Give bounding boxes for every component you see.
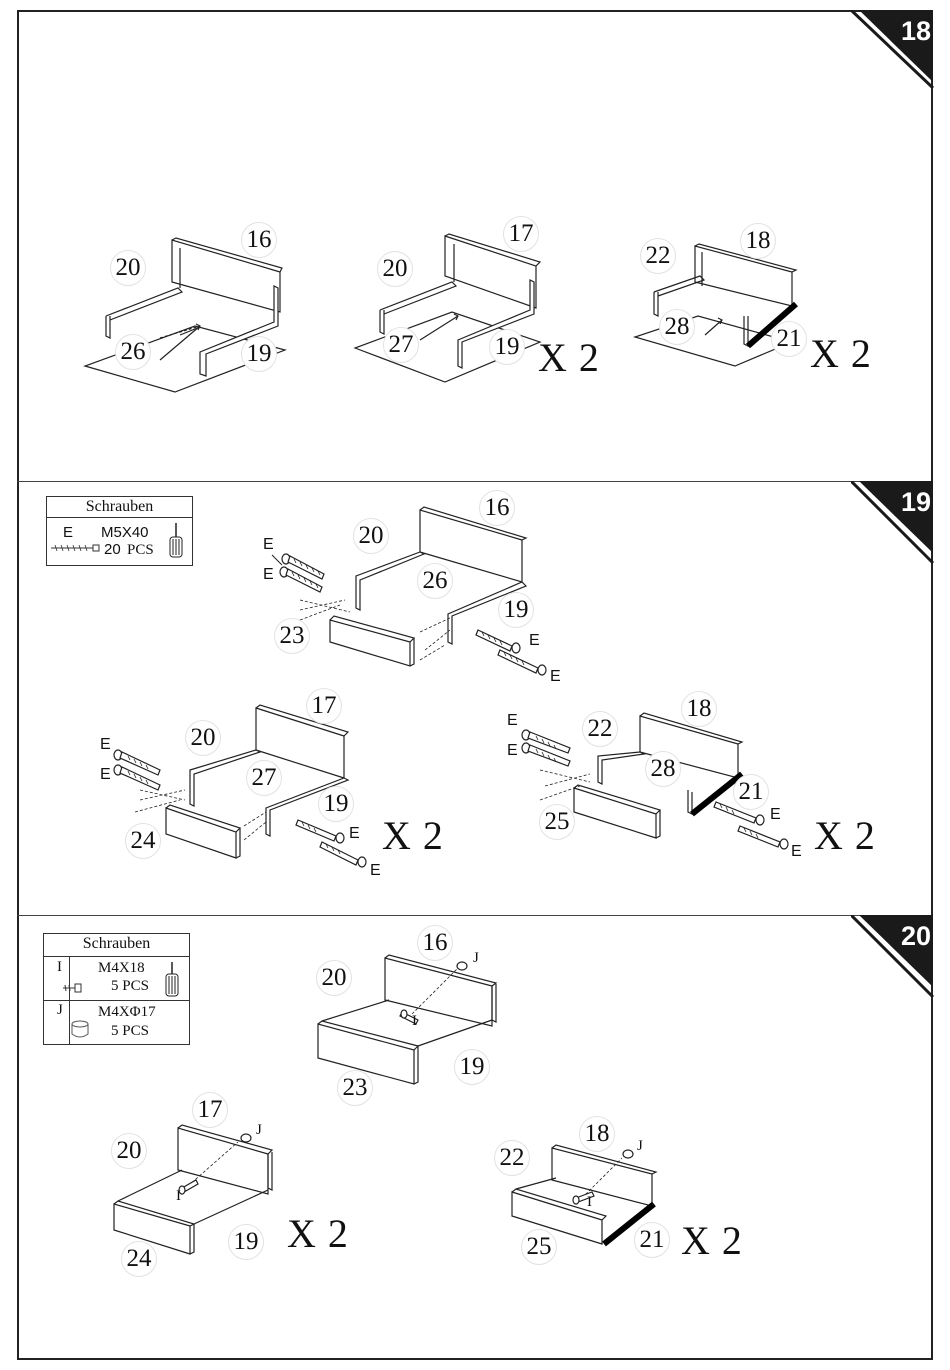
quantity-multiplier: X 2 — [681, 1218, 743, 1263]
part-callout: 21 — [771, 321, 807, 357]
part-callout: 16 — [479, 490, 515, 526]
hardware-letter: I — [57, 959, 62, 975]
part-callout: 22 — [582, 711, 618, 747]
screw-label: E — [349, 825, 360, 842]
cam-j — [623, 1150, 633, 1158]
part-callout: 25 — [539, 804, 575, 840]
part-callout: 17 — [503, 216, 539, 252]
part-callout: 22 — [640, 238, 676, 274]
screw-spec: M5X40 — [101, 524, 149, 541]
screw-label: E — [507, 742, 518, 759]
legend-title: Schrauben — [82, 935, 151, 952]
part-j-label: J — [256, 1122, 262, 1138]
screw-label: E — [507, 712, 518, 729]
screw-label: E — [370, 862, 381, 879]
part-callout: 18 — [740, 223, 776, 259]
part-callout: 20 — [316, 960, 352, 996]
cam-j — [241, 1134, 251, 1142]
cam-j — [457, 962, 467, 970]
part-callout: 28 — [645, 751, 681, 787]
part-callout: 23 — [274, 618, 310, 654]
part-callout: 16 — [241, 222, 277, 258]
part-callout: 28 — [659, 309, 695, 345]
part-j-label: J — [473, 950, 479, 966]
part-callout: 19 — [498, 592, 534, 628]
quantity-multiplier: X 2 — [810, 331, 872, 376]
screw-label: E — [100, 736, 111, 753]
part-callout: 20 — [111, 1133, 147, 1169]
part-callout: 24 — [125, 823, 161, 859]
step-number: 18 — [900, 16, 931, 46]
legend-title: Schrauben — [85, 498, 154, 515]
part-callout: 25 — [521, 1229, 557, 1265]
part-callout: 27 — [383, 327, 419, 363]
part-callout: 16 — [417, 925, 453, 961]
screw-label: E — [529, 632, 540, 649]
part-callout: 19 — [228, 1224, 264, 1260]
part-callout: 20 — [185, 720, 221, 756]
screw-label: E — [100, 766, 111, 783]
hardware-spec: M4X18 — [98, 960, 145, 976]
screw-label: E — [550, 668, 561, 685]
part-callout: 27 — [246, 760, 282, 796]
part-callout: 18 — [579, 1116, 615, 1152]
hardware-spec: M4XΦ17 — [98, 1004, 156, 1020]
hardware-count: 5 PCS — [111, 978, 149, 994]
part-callout: 18 — [681, 691, 717, 727]
part-callout: 21 — [733, 774, 769, 810]
part-callout: 19 — [241, 336, 277, 372]
screw-count: 20 — [104, 541, 121, 558]
part-i-label: I — [176, 1188, 181, 1204]
screw-label: E — [263, 536, 274, 553]
hardware-count: 5 PCS — [111, 1023, 149, 1039]
part-callout: 20 — [353, 518, 389, 554]
part-callout: 20 — [377, 251, 413, 287]
quantity-multiplier: X 2 — [814, 813, 876, 858]
screw-label: E — [791, 843, 802, 860]
bolt-i — [179, 1180, 198, 1194]
step-number: 19 — [900, 487, 931, 517]
part-callout: 26 — [417, 563, 453, 599]
part-callout: 23 — [337, 1070, 373, 1106]
screw-label: E — [770, 806, 781, 823]
part-callout: 24 — [121, 1241, 157, 1277]
part-callout: 19 — [489, 329, 525, 365]
part-i-label: I — [412, 1013, 417, 1029]
part-callout: 26 — [115, 334, 151, 370]
part-callout: 17 — [192, 1092, 228, 1128]
quantity-multiplier: X 2 — [287, 1211, 349, 1256]
part-callout: 21 — [634, 1222, 670, 1258]
screw-label: E — [263, 566, 274, 583]
quantity-multiplier: X 2 — [538, 335, 600, 380]
part-callout: 19 — [454, 1049, 490, 1085]
part-callout: 22 — [494, 1140, 530, 1176]
screw-unit: PCS — [127, 542, 154, 558]
part-i-label: I — [587, 1194, 592, 1210]
part-callout: 19 — [318, 786, 354, 822]
step-number: 20 — [900, 921, 931, 951]
part-callout: 17 — [306, 688, 342, 724]
hardware-letter: J — [57, 1002, 63, 1018]
part-callout: 20 — [110, 250, 146, 286]
screw-letter: E — [63, 524, 74, 541]
quantity-multiplier: X 2 — [382, 813, 444, 858]
part-j-label: J — [637, 1138, 643, 1154]
